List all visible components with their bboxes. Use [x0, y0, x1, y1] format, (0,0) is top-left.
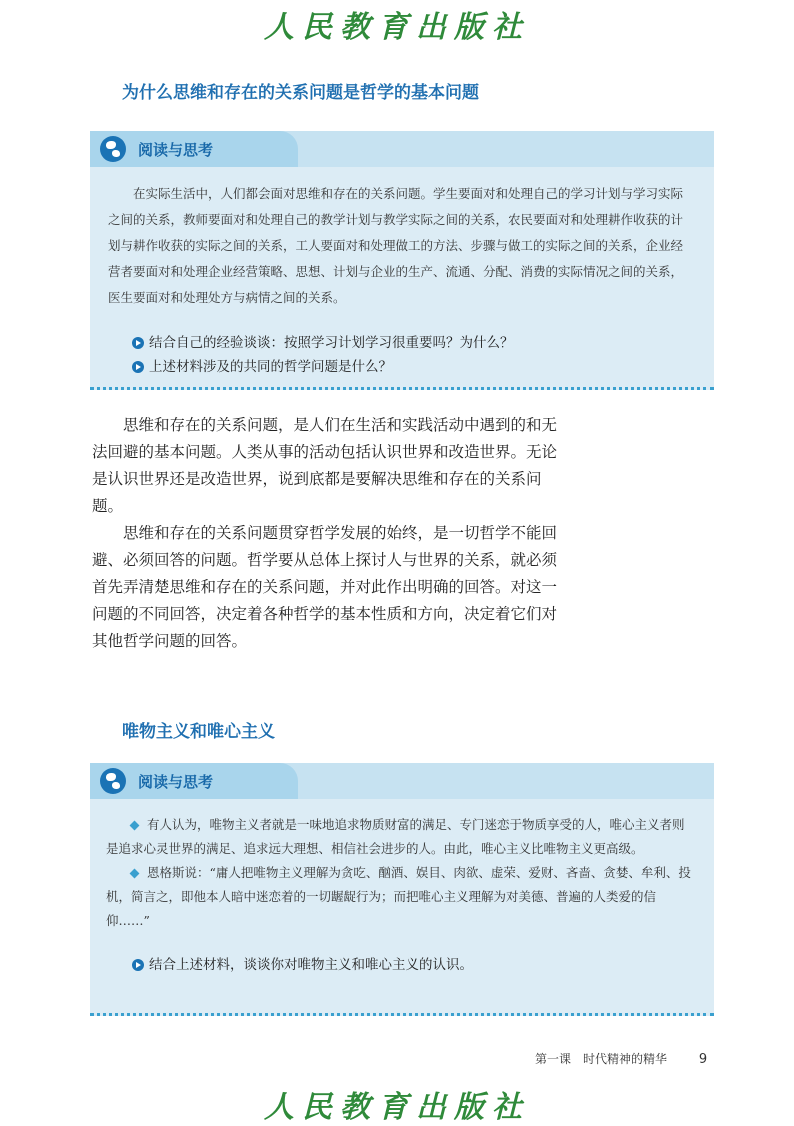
section-title-basic-question: 为什么思维和存在的关系问题是哲学的基本问题 [122, 83, 479, 103]
section1-body [92, 412, 558, 655]
publisher-logo-top: 人民教育出版社 [264, 10, 530, 45]
reading-tab-label: 阅读与思考 [138, 141, 214, 159]
page-footer [535, 1050, 707, 1067]
body-paragraph: 思维和存在的关系问题贯穿哲学发展的始终，是一切哲学不能回避、必须回答的问题。哲学要从总体上探讨人与世界的关系，就必须首先弄清楚思维和存在的关系问题，并对此作出明确的回答。对这一问题的不同回答，决定着各种哲学的基本性质和方向，决定着它们对其他哲学问题的回答。 [92, 524, 558, 650]
reading-tab [90, 763, 298, 799]
material-item [106, 813, 696, 861]
diamond-bullet-icon [130, 821, 140, 831]
reading-box-2 [90, 763, 714, 1016]
material-item [106, 861, 696, 933]
material-item-text: 有人认为，唯物主义者就是一味地追求物质财富的满足、专门迷恋于物质享受的人，唯心主义者则是追求心灵世界的满足、追求远大理想、相信社会进步的人。由此，唯心主义比唯物主义更高级。 [106, 817, 685, 856]
chapter-label: 第一课 时代精神的精华 [535, 1052, 668, 1066]
publisher-logo-bottom: 人民教育出版社 [264, 1090, 530, 1125]
reading-box-1 [90, 131, 714, 390]
reading-material-text: 在实际生活中，人们都会面对思维和存在的关系问题。学生要面对和处理自己的学习计划与学习实际之间的关系，教师要面对和处理自己的教学计划与教学实际之间的关系，农民要面对和处理耕作收获的计划与耕作收获的实际之间的关系，工人要面对和处理做工的方法、步骤与做工的实际之间的关系，企业经营者要面对和处理企业经营策略、思想、计划与企业的生产、流通、分配、消费的实际情况之间的关系，医生要面对和处理处方与病情之间的关系。 [108, 186, 684, 305]
question-item: 结合自己的经验谈谈：按照学习计划学习很重要吗？为什么？ [132, 331, 694, 355]
reading-tab [90, 131, 298, 167]
diamond-bullet-icon [130, 869, 140, 879]
body-paragraph: 思维和存在的关系问题，是人们在生活和实践活动中遇到的和无法回避的基本问题。人类从事的活动包括认识世界和改造世界。无论是认识世界还是改造世界，说到底都是要解决思维和存在的关系问题。 [92, 416, 558, 515]
reading-box-header [90, 763, 714, 799]
reading-box-header [90, 131, 714, 167]
question-item: 结合上述材料，谈谈你对唯物主义和唯心主义的认识。 [132, 953, 696, 977]
globe-icon [100, 768, 126, 794]
question-list [132, 953, 696, 977]
section-title-materialism-idealism: 唯物主义和唯心主义 [122, 722, 275, 742]
question-list [132, 331, 694, 379]
globe-icon [100, 136, 126, 162]
question-item: 上述材料涉及的共同的哲学问题是什么？ [132, 355, 694, 379]
reading-tab-label: 阅读与思考 [138, 773, 214, 791]
page-number: 9 [698, 1052, 708, 1067]
material-item-text: 恩格斯说：“庸人把唯物主义理解为贪吃、酗酒、娱目、肉欲、虚荣、爱财、吝啬、贪婪、牟利、投机，简言之，即他本人暗中迷恋着的一切龌龊行为；而把唯心主义理解为对美德、普遍的人类爱的信仰……” [106, 865, 691, 928]
